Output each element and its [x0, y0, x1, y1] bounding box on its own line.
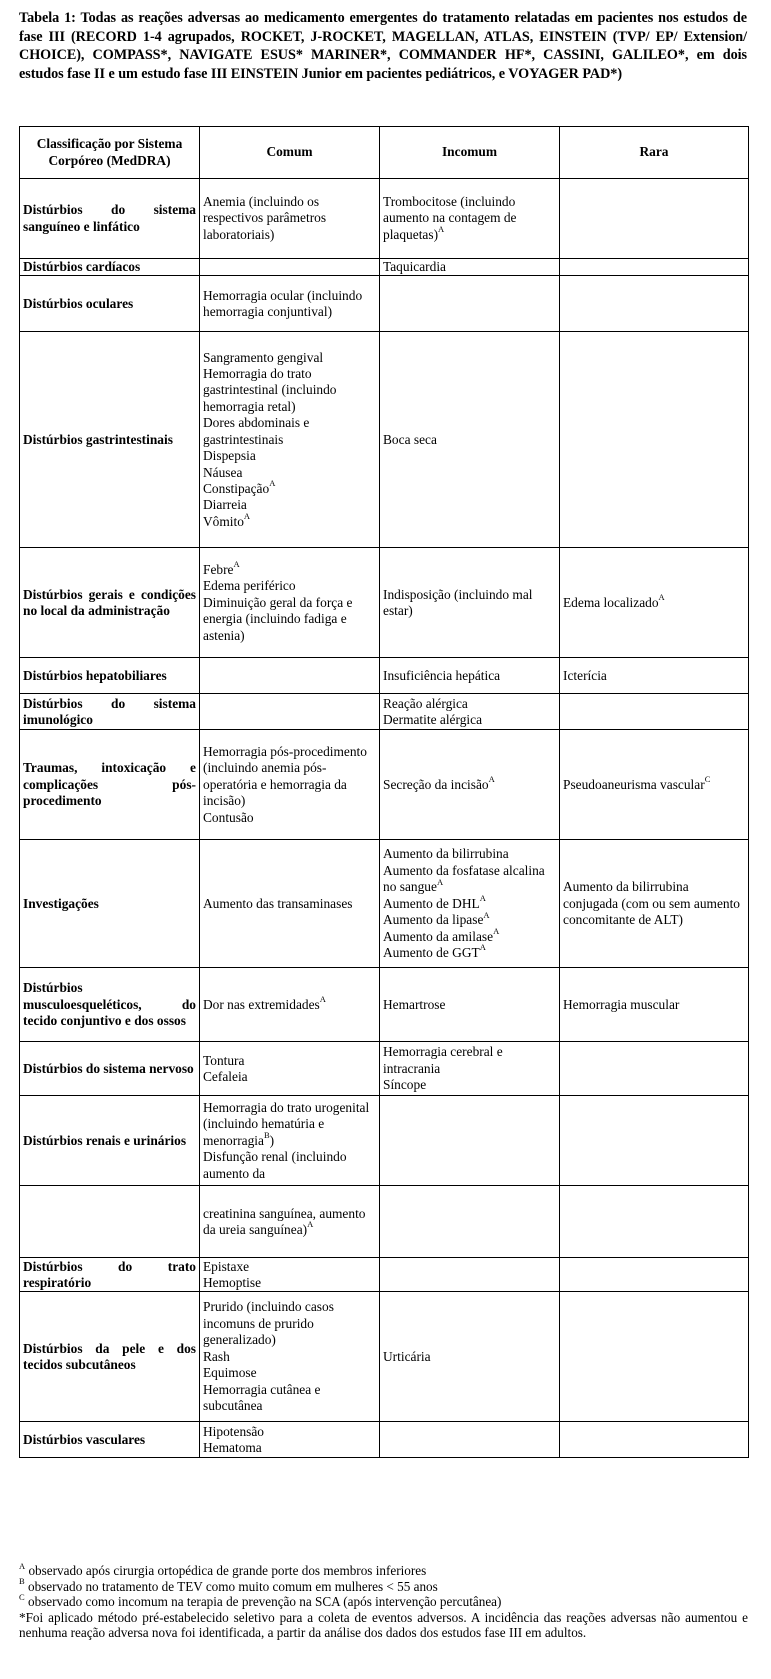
system-class-cell: Distúrbios do sistema imunológico [20, 694, 200, 730]
rara-cell [560, 1096, 749, 1186]
cell-text: Aumento da lipase [383, 912, 484, 928]
system-class-cell: Distúrbios do trato respiratório [20, 1258, 200, 1292]
cell-line [563, 997, 745, 1013]
cell-text: Constipação [203, 480, 270, 496]
cell-text: Síncope [383, 1077, 427, 1093]
comum-cell [200, 259, 380, 276]
cell-line [203, 350, 376, 366]
incomum-cell [380, 179, 560, 259]
rara-cell [560, 968, 749, 1042]
footnote-text: observado como incomum na terapia de prevenção na SCA (após intervenção percutânea) [24, 1594, 502, 1610]
incomum-cell [380, 1096, 560, 1186]
rara-cell [560, 658, 749, 694]
system-class-cell: Traumas, intoxicação e complicações pós-procedimento [20, 730, 200, 840]
cell-text: Dor nas extremidades [203, 996, 320, 1012]
comum-cell [200, 1096, 380, 1186]
cell-text: Hemorragia do trato gastrintestinal (incluindo hemorragia retal) [203, 366, 337, 414]
cell-line [203, 415, 376, 448]
incomum-cell [380, 1422, 560, 1458]
incomum-cell [380, 276, 560, 332]
system-class-cell: Distúrbios oculares [20, 276, 200, 332]
table-body [20, 179, 749, 1458]
cell-text: Prurido (incluindo casos incomuns de prurido generalizado) [203, 1299, 334, 1348]
cell-text: Edema localizado [563, 594, 659, 610]
system-class-cell [20, 1186, 200, 1258]
cell-line [203, 595, 376, 644]
rara-cell [560, 840, 749, 968]
cell-line [203, 1259, 376, 1275]
footnote [19, 1591, 748, 1610]
cell-text: Boca seca [383, 431, 437, 447]
comum-cell [200, 1422, 380, 1458]
adverse-reactions-table [19, 126, 749, 1458]
cell-text: Hemorragia ocular (incluindo hemorragia conjuntival) [203, 287, 363, 319]
incomum-cell [380, 658, 560, 694]
system-class-cell: Distúrbios cardíacos [20, 259, 200, 276]
comum-cell [200, 179, 380, 259]
cell-line [383, 1349, 556, 1365]
table-row [20, 1042, 749, 1096]
system-class-cell: Distúrbios do sistema nervoso [20, 1042, 200, 1096]
cell-text: Cefaleia [203, 1068, 248, 1084]
footnote [19, 1610, 748, 1641]
cell-text: Hemorragia cutânea e subcutânea [203, 1381, 321, 1413]
cell-line [203, 810, 376, 826]
rara-cell [560, 1292, 749, 1422]
cell-line [383, 587, 556, 620]
cell-line [383, 696, 556, 712]
cell-line [563, 774, 745, 793]
cell-line [383, 1044, 556, 1077]
cell-line [203, 1206, 376, 1239]
cell-line [383, 1077, 556, 1093]
footnote-mark: C [19, 1591, 25, 1602]
cell-text: Disfunção renal (incluindo aumento da [203, 1149, 347, 1181]
footnote-marker: A [438, 224, 445, 235]
cell-line [203, 1053, 376, 1069]
footnote-marker: A [493, 926, 500, 937]
cell-text: Hematoma [203, 1439, 262, 1455]
footnotes [19, 1560, 748, 1641]
cell-text: Hemoptise [203, 1274, 262, 1290]
comum-cell [200, 276, 380, 332]
cell-text: Hipotensão [203, 1423, 264, 1439]
footnote [19, 1576, 748, 1595]
cell-line [383, 712, 556, 728]
comum-cell [200, 332, 380, 548]
footnote-marker: A [243, 511, 251, 522]
cell-line [383, 259, 556, 275]
cell-line [203, 1069, 376, 1085]
table-row [20, 332, 749, 548]
cell-line [383, 194, 556, 243]
footnote-marker: A [233, 559, 240, 570]
cell-text: Aumento de GGT [383, 944, 480, 960]
cell-text: Taquicardia [383, 259, 447, 274]
footnote-marker: A [319, 994, 326, 1005]
cell-line [203, 366, 376, 415]
cell-text: Trombocitose (incluindo aumento na contagem de plaquetas) [383, 193, 517, 242]
footnote-marker: A [479, 893, 486, 904]
cell-line [203, 578, 376, 594]
comum-cell [200, 694, 380, 730]
footnote-marker: A [483, 909, 490, 920]
rara-cell [560, 179, 749, 259]
rara-cell [560, 1186, 749, 1258]
rara-cell [560, 1258, 749, 1292]
cell-text: Insuficiência hepática [383, 667, 501, 683]
header-incomum: Incomum [380, 127, 560, 179]
cell-text: Sangramento gengival [203, 349, 324, 365]
cell-text: Reação alérgica [383, 695, 468, 711]
footnote-marker: A [436, 876, 444, 887]
table-row [20, 730, 749, 840]
cell-line [203, 744, 376, 810]
cell-line [383, 774, 556, 793]
header-comum: Comum [200, 127, 380, 179]
cell-line [383, 997, 556, 1013]
rara-cell [560, 694, 749, 730]
footnote [19, 1560, 748, 1579]
comum-cell [200, 1258, 380, 1292]
cell-text: Pseudoaneurisma vascular [563, 776, 705, 792]
footnote-text: observado após cirurgia ortopédica de grande porte dos membros inferiores [25, 1563, 427, 1578]
cell-text: Vômito [203, 513, 244, 529]
incomum-cell [380, 1292, 560, 1422]
system-class-cell: Distúrbios renais e urinários [20, 1096, 200, 1186]
footnote-marker: A [269, 478, 276, 489]
footnote-marker: A [307, 1219, 314, 1230]
cell-text: Aumento de DHL [383, 895, 480, 911]
table-row [20, 840, 749, 968]
cell-text: Icterícia [563, 667, 607, 683]
comum-cell [200, 1292, 380, 1422]
cell-text: Secreção da incisão [383, 776, 489, 792]
cell-text: Equimose [203, 1365, 257, 1381]
rara-cell [560, 1422, 749, 1458]
cell-line [203, 896, 376, 912]
table-title: Tabela 1: Todas as reações adversas ao medicamento emergentes do tratamento relatadas em pacientes nos estudos de fase III (RECORD 1-4 agrupados, ROCKET, J-ROCKET, MAGELLAN, ATLAS, EINSTEIN (TVP/ EP/ Extension/ CHOICE), COMPASS*, NAVIGATE ESUS* MARINER*, COMMANDER HF*, CASSINI, GALILEO*, em dois estudos fase II e um estudo fase III EINSTEIN Junior em pacientes pediátricos, e VOYAGER PAD*) [19, 10, 747, 82]
system-class-cell: Distúrbios da pele e dos tecidos subcutâneos [20, 1292, 200, 1422]
cell-text: Hemorragia do trato urogenital (incluindo hematúria e menorragia [203, 1099, 370, 1148]
cell-text: Hemartrose [383, 996, 446, 1012]
cell-line [383, 926, 556, 945]
table-row [20, 968, 749, 1042]
cell-text: creatinina sanguínea, aumento da ureia sanguínea) [203, 1205, 366, 1237]
comum-cell [200, 730, 380, 840]
system-class-cell: Distúrbios do sistema sanguíneo e linfático [20, 179, 200, 259]
incomum-cell [380, 548, 560, 658]
system-class-cell: Distúrbios vasculares [20, 1422, 200, 1458]
footnote-marker: A [479, 942, 486, 953]
cell-line [203, 1440, 376, 1456]
cell-text: Epistaxe [203, 1258, 250, 1274]
footnote-marker: C [704, 774, 711, 785]
incomum-cell [380, 694, 560, 730]
cell-text: Hemorragia cerebral e intracrania [383, 1044, 503, 1076]
cell-text: Indisposição (incluindo mal estar) [383, 586, 533, 618]
cell-text: Aumento da fosfatase alcalina no sangue [383, 862, 545, 895]
incomum-cell [380, 1258, 560, 1292]
incomum-cell [380, 840, 560, 968]
system-class-cell: Distúrbios hepatobiliares [20, 658, 200, 694]
table-row [20, 276, 749, 332]
cell-text-suffix: ) [269, 1132, 275, 1148]
cell-line [383, 909, 556, 928]
header-rara: Rara [560, 127, 749, 179]
cell-line [203, 1149, 376, 1182]
table-row [20, 694, 749, 730]
footnote-marker: A [658, 592, 665, 603]
incomum-cell [380, 1042, 560, 1096]
incomum-cell [380, 1186, 560, 1258]
cell-line [203, 559, 376, 578]
cell-line [383, 863, 556, 896]
cell-text: Rash [203, 1348, 230, 1364]
cell-line [203, 288, 376, 321]
cell-line [203, 465, 376, 481]
table-header-row [20, 127, 749, 179]
cell-line [203, 1365, 376, 1381]
footnote-marker: A [488, 774, 495, 785]
cell-text: Aumento da amilase [383, 928, 494, 944]
cell-line [203, 1382, 376, 1415]
cell-text: Dores abdominais e gastrintestinais [203, 415, 310, 447]
comum-cell [200, 1042, 380, 1096]
cell-line [203, 511, 376, 530]
incomum-cell [380, 332, 560, 548]
footnote-mark: B [19, 1576, 25, 1587]
rara-cell [560, 548, 749, 658]
cell-text: Diarreia [203, 497, 247, 513]
cell-text: Hemorragia muscular [563, 996, 680, 1012]
comum-cell [200, 658, 380, 694]
table-row [20, 1186, 749, 1258]
cell-line [203, 994, 376, 1013]
table-row [20, 1258, 749, 1292]
cell-line [203, 194, 376, 243]
rara-cell [560, 730, 749, 840]
cell-line [203, 1424, 376, 1440]
rara-cell [560, 259, 749, 276]
incomum-cell [380, 968, 560, 1042]
cell-text: Tontura [203, 1052, 245, 1068]
cell-line [203, 448, 376, 464]
cell-line [203, 1275, 376, 1291]
cell-line [563, 668, 745, 684]
cell-line [203, 1349, 376, 1365]
cell-text: Anemia (incluindo os respectivos parâmetros laboratoriais) [203, 193, 327, 242]
incomum-cell [380, 259, 560, 276]
cell-text: Aumento da bilirrubina [383, 846, 509, 862]
cell-line [563, 592, 745, 611]
cell-text: Aumento da bilirrubina conjugada (com ou sem aumento concomitante de ALT) [563, 879, 741, 928]
table-row [20, 1096, 749, 1186]
rara-cell [560, 332, 749, 548]
cell-text: Urticária [383, 1348, 431, 1364]
system-class-cell: Distúrbios gastrintestinais [20, 332, 200, 548]
system-class-cell: Distúrbios musculoesqueléticos, do tecido conjuntivo e dos ossos [20, 968, 200, 1042]
footnote-text: observado no tratamento de TEV como muito comum em mulheres < 55 anos [24, 1578, 438, 1594]
cell-line [203, 497, 376, 513]
table-row [20, 179, 749, 259]
cell-line [383, 942, 556, 961]
header-classification: Classificação por Sistema Corpóreo (MedDRA) [20, 127, 200, 179]
cell-text: Dermatite alérgica [383, 711, 483, 727]
cell-text: Diminuição geral da força e energia (incluindo fadiga e astenia) [203, 594, 353, 643]
comum-cell [200, 968, 380, 1042]
cell-text: Náusea [203, 464, 243, 480]
footnote-text: *Foi aplicado método pré-estabelecido seletivo para a coleta de eventos adversos. A incidência das reações adversas não aumentou e nenhuma reação adversa nova foi identificada, a partir da análise dos dados dos estudos fase III em adultos. [19, 1609, 748, 1641]
cell-line [203, 1299, 376, 1348]
rara-cell [560, 1042, 749, 1096]
cell-line [383, 668, 556, 684]
cell-text: Dispepsia [203, 448, 256, 464]
footnote-marker: B [263, 1130, 270, 1141]
cell-text: Aumento das transaminases [203, 895, 353, 911]
cell-line [203, 1100, 376, 1149]
system-class-cell: Investigações [20, 840, 200, 968]
table-row [20, 548, 749, 658]
cell-line [203, 478, 376, 497]
cell-line [383, 893, 556, 912]
table-row [20, 1422, 749, 1458]
cell-text: Edema periférico [203, 578, 296, 594]
incomum-cell [380, 730, 560, 840]
rara-cell [560, 276, 749, 332]
table-row [20, 658, 749, 694]
cell-line [383, 432, 556, 448]
cell-text: Contusão [203, 809, 254, 825]
comum-cell [200, 1186, 380, 1258]
comum-cell [200, 548, 380, 658]
cell-line [383, 846, 556, 862]
cell-line [563, 879, 745, 928]
footnote-mark: A [19, 1560, 26, 1571]
system-class-cell: Distúrbios gerais e condições no local da administração [20, 548, 200, 658]
comum-cell [200, 840, 380, 968]
cell-text: Febre [203, 561, 234, 577]
table-row [20, 259, 749, 276]
cell-text: Hemorragia pós-procedimento (incluindo anemia pós-operatória e hemorragia da incisão) [203, 743, 367, 809]
table-row [20, 1292, 749, 1422]
